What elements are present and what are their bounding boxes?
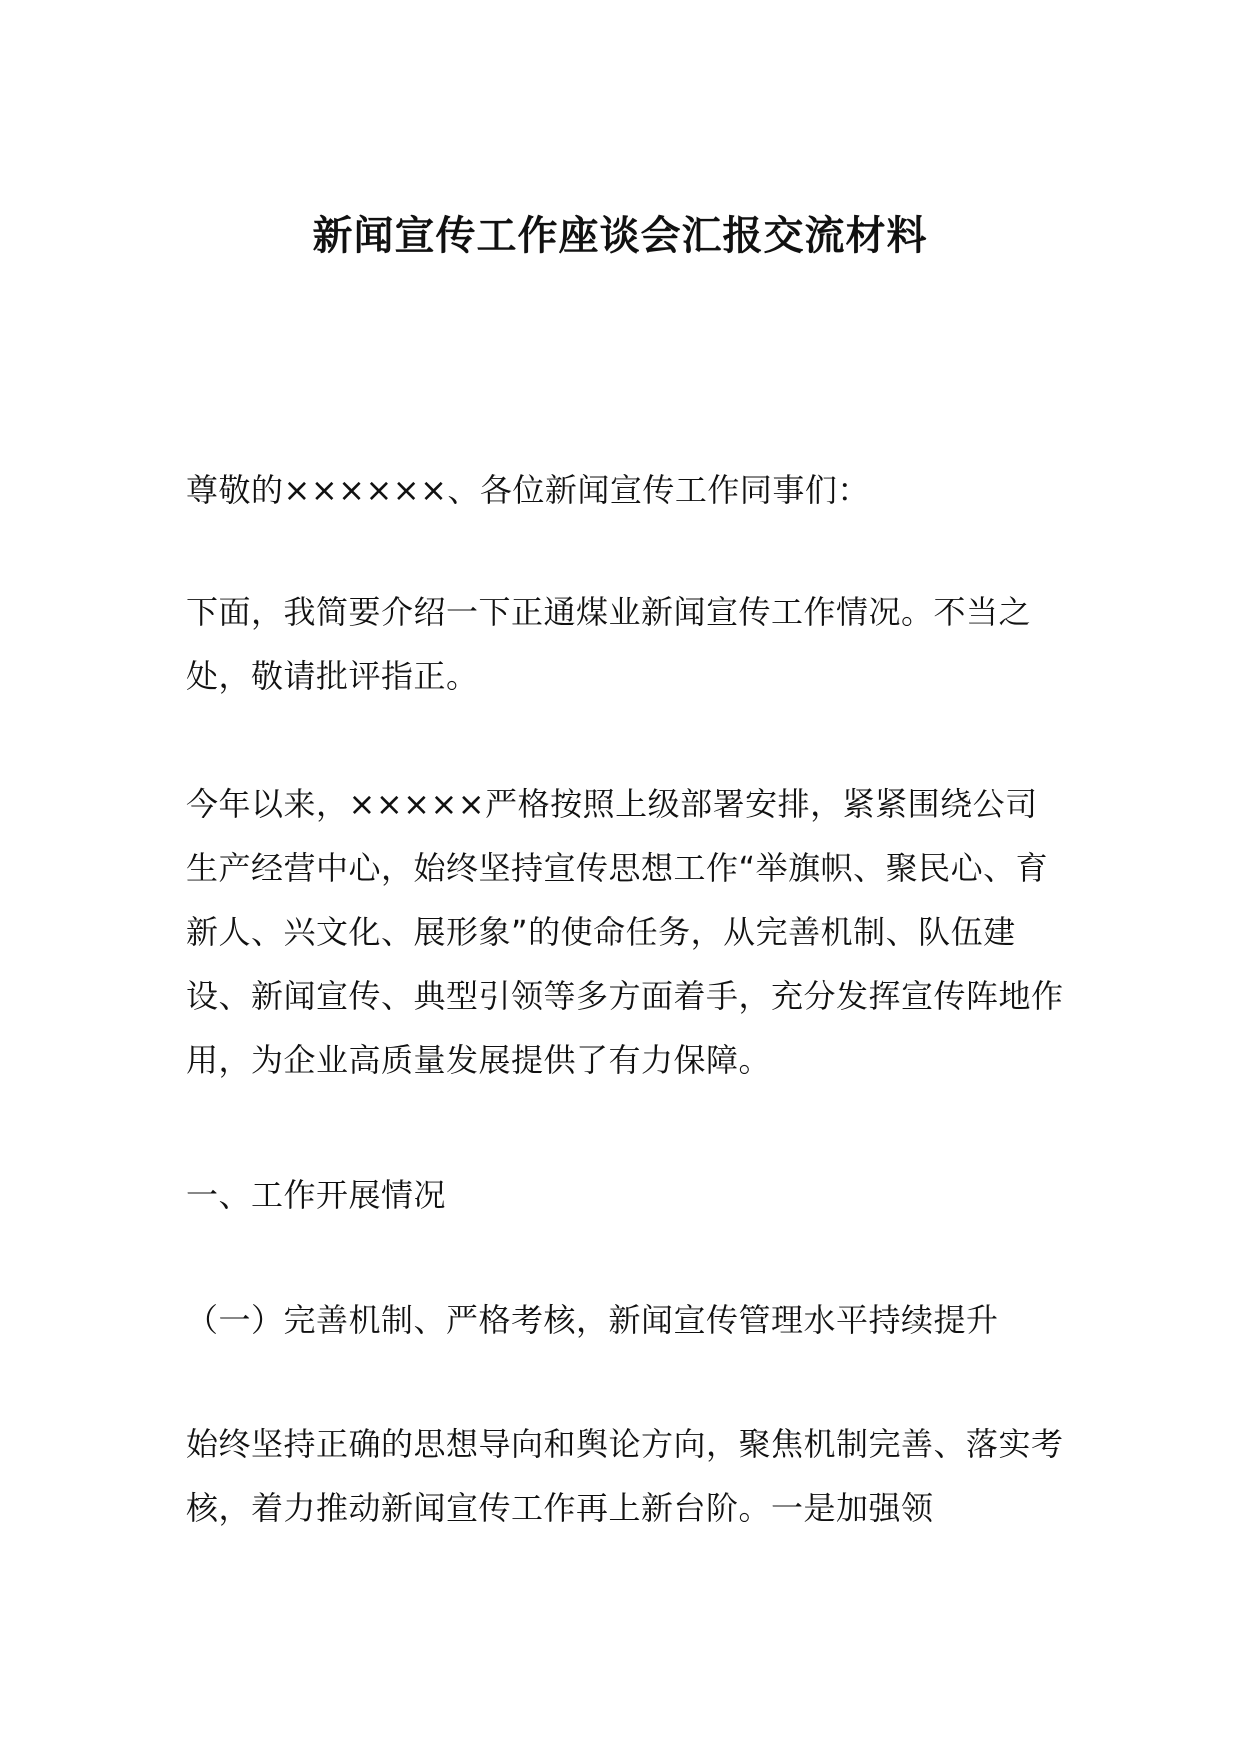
overview-paragraph: 今年以来，×××××严格按照上级部署安排，紧紧围绕公司生产经营中心，始终坚持宣传思想工作“举旗帜、聚民心、育新人、兴文化、展形象”的使命任务，从完善机制、队伍建设、新闻宣传、典型引领等多方面着手，充分发挥宣传阵地作用，为企业高质量发展提供了有力保障。 xyxy=(186,785,1064,1079)
section-heading: 一、工作开展情况 xyxy=(186,1176,447,1214)
document-title: 新闻宣传工作座谈会汇报交流材料 xyxy=(312,213,928,259)
intro-paragraph: 下面，我简要介绍一下正通煤业新闻宣传工作情况。不当之处，敬请批评指正。 xyxy=(186,593,1032,695)
detail-paragraph: 始终坚持正确的思想导向和舆论方向，聚焦机制完善、落实考核，着力推动新闻宣传工作再上新台阶。一是加强领 xyxy=(186,1425,1064,1527)
greeting-paragraph: 尊敬的××××××、各位新闻宣传工作同事们： xyxy=(186,471,870,509)
subsection-heading: （一）完善机制、严格考核，新闻宣传管理水平持续提升 xyxy=(186,1301,999,1339)
